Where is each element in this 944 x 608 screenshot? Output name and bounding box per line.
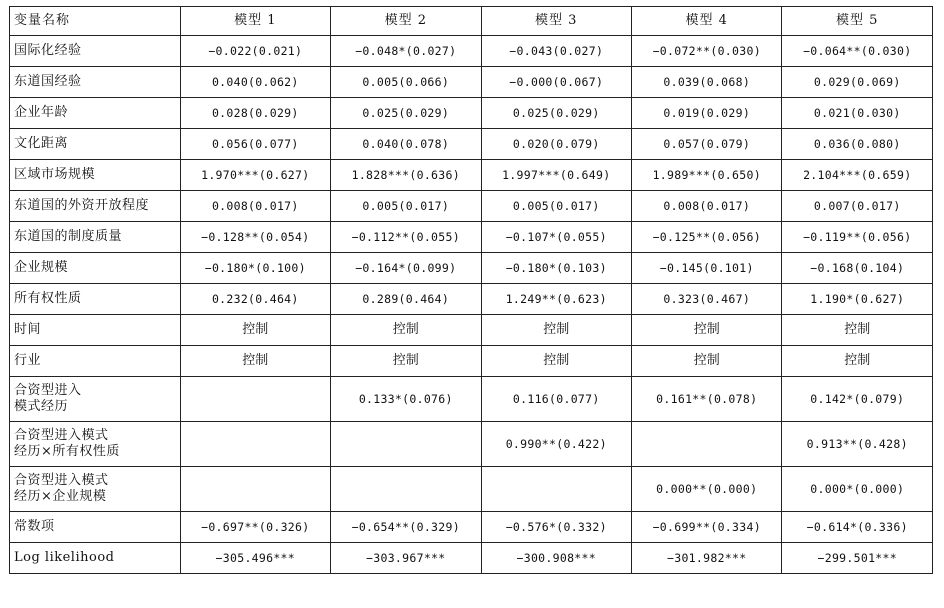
variable-label: 行业 xyxy=(10,346,181,377)
model-3-cell: 控制 xyxy=(481,315,631,346)
model-5-cell: 0.007(0.017) xyxy=(782,191,933,222)
variable-label: 东道国的制度质量 xyxy=(10,222,181,253)
variable-label: 东道国的外资开放程度 xyxy=(10,191,181,222)
header-model-2: 模型 2 xyxy=(331,7,481,36)
model-5-cell: 0.142*(0.079) xyxy=(782,377,933,422)
model-2-cell: 0.289(0.464) xyxy=(331,284,481,315)
table-row xyxy=(10,36,933,67)
model-5-cell: 控制 xyxy=(782,315,933,346)
model-5-cell: −0.064**(0.030) xyxy=(782,36,933,67)
model-1-cell: −305.496*** xyxy=(180,543,330,574)
model-3-cell: 0.116(0.077) xyxy=(481,377,631,422)
model-2-cell xyxy=(331,422,481,467)
table-row xyxy=(10,222,933,253)
model-5-cell: 1.190*(0.627) xyxy=(782,284,933,315)
model-4-cell: −301.982*** xyxy=(632,543,782,574)
model-4-cell: 0.039(0.068) xyxy=(632,67,782,98)
model-3-cell: 0.990**(0.422) xyxy=(481,422,631,467)
model-4-cell: 0.000**(0.000) xyxy=(632,467,782,512)
model-2-cell xyxy=(331,467,481,512)
variable-label xyxy=(10,377,181,422)
table-row xyxy=(10,191,933,222)
model-4-cell xyxy=(632,422,782,467)
variable-label: 文化距离 xyxy=(10,129,181,160)
header-model-1: 模型 1 xyxy=(180,7,330,36)
model-1-cell: 控制 xyxy=(180,315,330,346)
model-1-cell: 0.040(0.062) xyxy=(180,67,330,98)
model-5-cell: −299.501*** xyxy=(782,543,933,574)
model-4-cell: −0.072**(0.030) xyxy=(632,36,782,67)
model-4-cell: 0.008(0.017) xyxy=(632,191,782,222)
table-body xyxy=(10,36,933,574)
model-2-cell: 0.005(0.017) xyxy=(331,191,481,222)
variable-label-line: 合资型进入 xyxy=(14,383,82,398)
model-4-cell: 0.019(0.029) xyxy=(632,98,782,129)
model-2-cell: 0.040(0.078) xyxy=(331,129,481,160)
model-2-cell: 0.025(0.029) xyxy=(331,98,481,129)
model-3-cell: −0.043(0.027) xyxy=(481,36,631,67)
header-variable: 变量名称 xyxy=(10,7,181,36)
model-3-cell: 0.005(0.017) xyxy=(481,191,631,222)
variable-label xyxy=(10,422,181,467)
table-row xyxy=(10,160,933,191)
model-3-cell: −0.000(0.067) xyxy=(481,67,631,98)
model-4-cell: −0.145(0.101) xyxy=(632,253,782,284)
model-5-cell: 2.104***(0.659) xyxy=(782,160,933,191)
variable-label-line: 经历×企业规模 xyxy=(14,489,107,504)
regression-table xyxy=(9,6,933,574)
model-4-cell: 控制 xyxy=(632,315,782,346)
variable-label: 区域市场规模 xyxy=(10,160,181,191)
table-row xyxy=(10,422,933,467)
model-2-cell: 1.828***(0.636) xyxy=(331,160,481,191)
model-3-cell: 控制 xyxy=(481,346,631,377)
table-row xyxy=(10,98,933,129)
model-5-cell: 0.913**(0.428) xyxy=(782,422,933,467)
model-3-cell: 1.249**(0.623) xyxy=(481,284,631,315)
model-4-cell: 控制 xyxy=(632,346,782,377)
model-1-cell: 0.028(0.029) xyxy=(180,98,330,129)
model-1-cell xyxy=(180,422,330,467)
model-2-cell: −0.164*(0.099) xyxy=(331,253,481,284)
model-2-cell: −0.112**(0.055) xyxy=(331,222,481,253)
model-2-cell: 0.005(0.066) xyxy=(331,67,481,98)
model-4-cell: 0.161**(0.078) xyxy=(632,377,782,422)
model-3-cell: −0.107*(0.055) xyxy=(481,222,631,253)
variable-label: 企业年龄 xyxy=(10,98,181,129)
table-row xyxy=(10,315,933,346)
variable-label: 东道国经验 xyxy=(10,67,181,98)
model-1-cell: −0.022(0.021) xyxy=(180,36,330,67)
variable-label: 企业规模 xyxy=(10,253,181,284)
model-1-cell: 0.056(0.077) xyxy=(180,129,330,160)
model-1-cell xyxy=(180,377,330,422)
model-5-cell: −0.119**(0.056) xyxy=(782,222,933,253)
header-model-3: 模型 3 xyxy=(481,7,631,36)
model-3-cell xyxy=(481,467,631,512)
variable-label: Log likelihood xyxy=(10,543,181,574)
table-row xyxy=(10,467,933,512)
model-2-cell: −0.654**(0.329) xyxy=(331,512,481,543)
regression-table-container xyxy=(9,6,933,574)
model-2-cell: 控制 xyxy=(331,315,481,346)
model-1-cell: 0.232(0.464) xyxy=(180,284,330,315)
variable-label: 所有权性质 xyxy=(10,284,181,315)
model-5-cell: 0.021(0.030) xyxy=(782,98,933,129)
variable-label xyxy=(10,467,181,512)
model-2-cell: 0.133*(0.076) xyxy=(331,377,481,422)
model-5-cell: −0.614*(0.336) xyxy=(782,512,933,543)
table-row xyxy=(10,346,933,377)
variable-label-line: 合资型进入模式 xyxy=(14,428,109,443)
table-row xyxy=(10,67,933,98)
model-5-cell: −0.168(0.104) xyxy=(782,253,933,284)
model-2-cell: −0.048*(0.027) xyxy=(331,36,481,67)
model-1-cell xyxy=(180,467,330,512)
table-row xyxy=(10,284,933,315)
model-4-cell: 1.989***(0.650) xyxy=(632,160,782,191)
header-row xyxy=(10,7,933,36)
table-row xyxy=(10,253,933,284)
model-2-cell: −303.967*** xyxy=(331,543,481,574)
model-3-cell: 0.025(0.029) xyxy=(481,98,631,129)
model-5-cell: 控制 xyxy=(782,346,933,377)
table-row xyxy=(10,377,933,422)
model-3-cell: 0.020(0.079) xyxy=(481,129,631,160)
model-4-cell: 0.057(0.079) xyxy=(632,129,782,160)
model-1-cell: 1.970***(0.627) xyxy=(180,160,330,191)
header-model-5: 模型 5 xyxy=(782,7,933,36)
variable-label-line: 模式经历 xyxy=(14,399,69,414)
model-1-cell: −0.697**(0.326) xyxy=(180,512,330,543)
model-3-cell: −0.180*(0.103) xyxy=(481,253,631,284)
variable-label: 常数项 xyxy=(10,512,181,543)
variable-label: 时间 xyxy=(10,315,181,346)
model-5-cell: 0.036(0.080) xyxy=(782,129,933,160)
model-3-cell: −0.576*(0.332) xyxy=(481,512,631,543)
header-model-4: 模型 4 xyxy=(632,7,782,36)
model-1-cell: 0.008(0.017) xyxy=(180,191,330,222)
model-1-cell: −0.180*(0.100) xyxy=(180,253,330,284)
model-2-cell: 控制 xyxy=(331,346,481,377)
model-4-cell: 0.323(0.467) xyxy=(632,284,782,315)
variable-label-line: 经历×所有权性质 xyxy=(14,444,120,459)
table-row xyxy=(10,512,933,543)
variable-label-line: 合资型进入模式 xyxy=(14,473,109,488)
model-5-cell: 0.029(0.069) xyxy=(782,67,933,98)
table-row xyxy=(10,543,933,574)
model-4-cell: −0.699**(0.334) xyxy=(632,512,782,543)
model-5-cell: 0.000*(0.000) xyxy=(782,467,933,512)
table-row xyxy=(10,129,933,160)
variable-label: 国际化经验 xyxy=(10,36,181,67)
model-1-cell: 控制 xyxy=(180,346,330,377)
model-4-cell: −0.125**(0.056) xyxy=(632,222,782,253)
model-3-cell: −300.908*** xyxy=(481,543,631,574)
model-3-cell: 1.997***(0.649) xyxy=(481,160,631,191)
model-1-cell: −0.128**(0.054) xyxy=(180,222,330,253)
